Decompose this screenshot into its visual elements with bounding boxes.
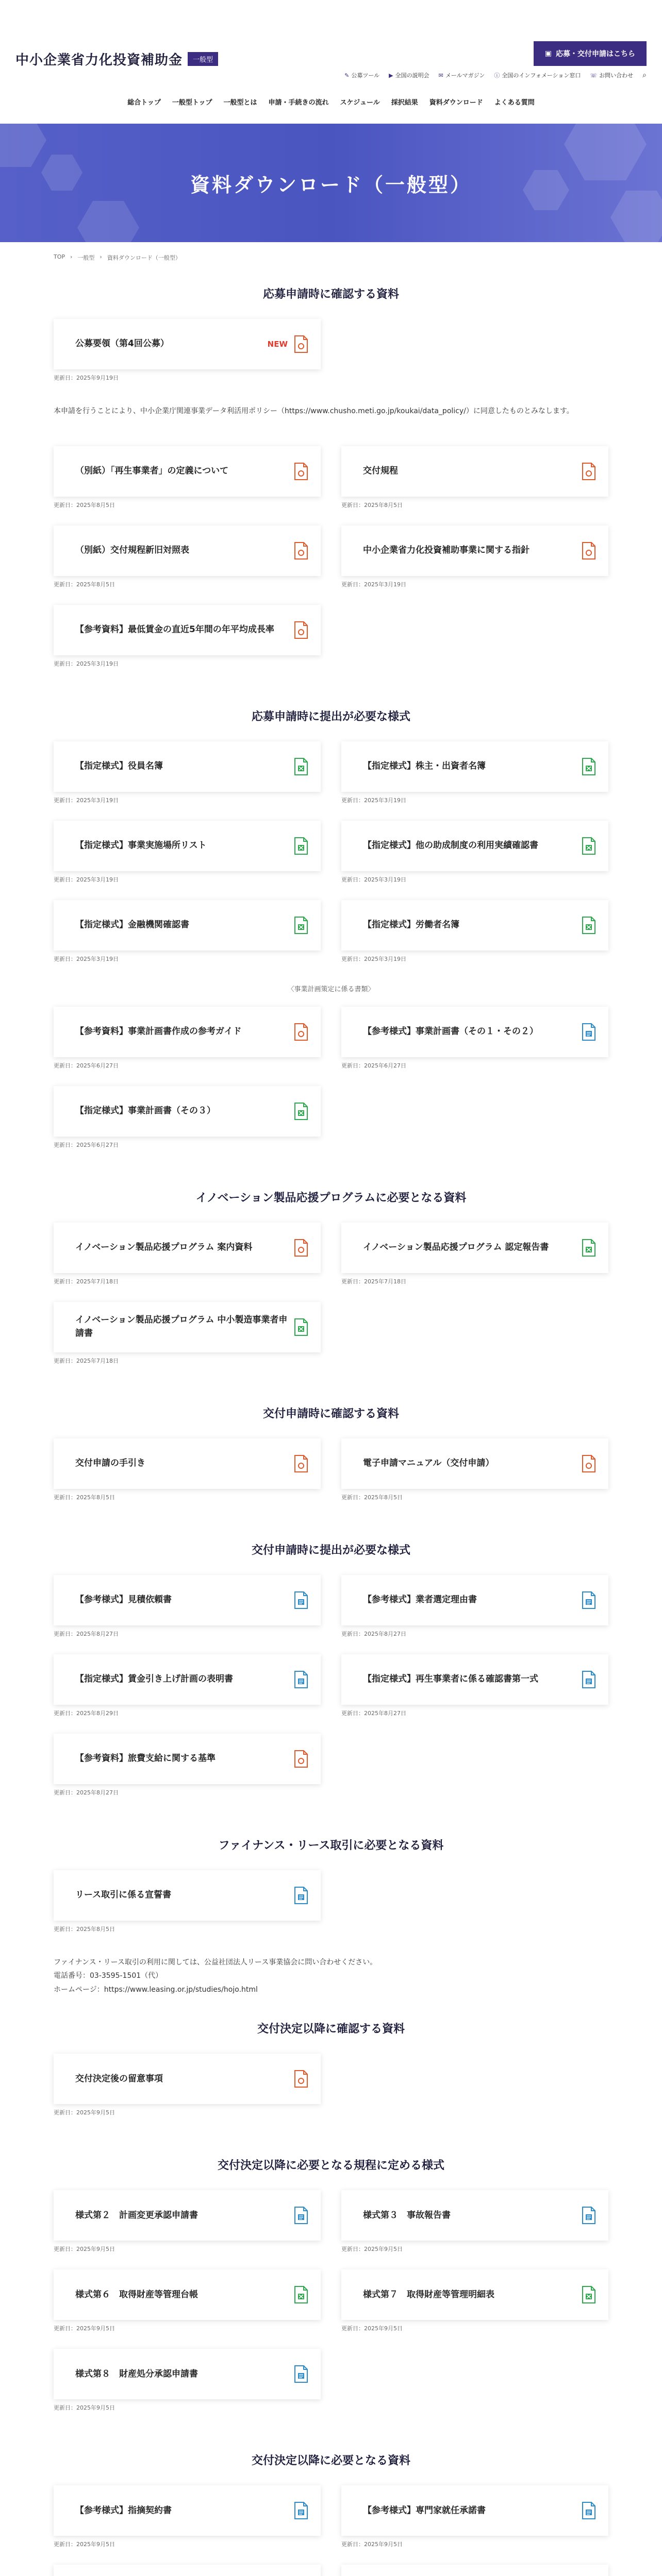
nav-item[interactable]: 総合トップ: [127, 99, 161, 107]
download-card[interactable]: [54, 1870, 321, 1921]
document-title: 様式第６ 取得財産等管理台帳: [75, 2289, 198, 2300]
download-item: [54, 1654, 321, 1717]
document-title: イノベーション製品応援プログラム 案内資料: [75, 1242, 253, 1252]
section-title: 交付決定以降に必要となる資料: [251, 2454, 410, 2468]
download-card[interactable]: [341, 741, 608, 792]
download-item: [54, 1870, 321, 1933]
document-title: 交付決定後の留意事項: [75, 2073, 163, 2084]
download-card[interactable]: [54, 1654, 321, 1705]
page-hero: [0, 124, 662, 242]
section-title: 応募申請時に提出が必要な様式: [251, 710, 410, 723]
search-icon[interactable]: ⌕: [642, 71, 647, 79]
download-grid: [54, 2054, 608, 2133]
utility-area: [344, 41, 647, 79]
breadcrumb-separator-icon: ›: [70, 253, 73, 260]
updated-date: 更新日：2025年8月29日: [54, 1709, 119, 1717]
apply-button-label: 応募・交付申請はこちら: [556, 50, 635, 58]
section-title: 交付決定以降に確認する資料: [257, 2023, 405, 2036]
document-title: 【指定様式】労働者名簿: [363, 919, 459, 930]
doc-file-icon: [582, 1023, 596, 1041]
info-icon: ⓘ: [494, 72, 500, 79]
section-title: 交付決定以降に必要となる規程に定める様式: [217, 2159, 444, 2173]
document-title: 【参考様式】事業計画書（その１・その２）: [363, 1026, 538, 1037]
nav-item[interactable]: 資料ダウンロード: [429, 99, 483, 107]
nav-item[interactable]: よくある質問: [494, 99, 535, 107]
document-title: 【参考資料】最低賃金の直近5年間の年平均成長率: [75, 624, 274, 635]
download-card[interactable]: [54, 741, 321, 792]
download-item: [54, 741, 321, 804]
download-card[interactable]: [54, 821, 321, 871]
download-card[interactable]: [54, 1086, 321, 1137]
download-item: [341, 2565, 608, 2576]
xls-file-icon: [582, 917, 596, 934]
download-item: [54, 1086, 321, 1149]
xls-file-icon: [294, 1103, 308, 1120]
document-title: （別紙）交付規程新旧対照表: [75, 545, 189, 555]
xls-file-icon: [582, 1239, 596, 1257]
download-card[interactable]: [54, 605, 321, 655]
download-item: [54, 2054, 321, 2116]
pdf-file-icon: [294, 2070, 308, 2088]
download-item: [341, 1438, 608, 1501]
pdf-file-icon: [294, 463, 308, 480]
updated-date: 更新日：2025年3月19日: [54, 660, 119, 667]
util-link-label: 全国の説明会: [395, 72, 429, 79]
doc-file-icon: [582, 2207, 596, 2224]
section-title: 交付申請時に確認する資料: [262, 1407, 399, 1420]
document-title: 様式第８ 財産処分承認申請書: [75, 2368, 198, 2379]
updated-date: 更新日：2025年9月5日: [341, 2541, 403, 2548]
download-item: [54, 1734, 321, 1797]
updated-date: 更新日：2025年9月5日: [341, 2246, 403, 2253]
download-card[interactable]: [54, 900, 321, 951]
updated-date: 更新日：2025年3月19日: [54, 796, 119, 804]
breadcrumb-item[interactable]: 一般型: [77, 255, 95, 261]
download-item: [341, 1575, 608, 1638]
util-link-contact[interactable]: [590, 71, 633, 79]
download-item: [54, 319, 321, 382]
subsection-label: 〈事業計画策定に係る書類〉: [287, 985, 375, 993]
pdf-file-icon: [294, 1750, 308, 1768]
document-title: 様式第３ 事故報告書: [363, 2210, 451, 2221]
document-title: 【参考資料】旅費支給に関する基準: [75, 1753, 216, 1764]
logo-text: 中小企業省力化投資補助金: [15, 53, 183, 68]
download-item: [341, 1007, 608, 1070]
doc-file-icon: [294, 2365, 308, 2383]
updated-date: 更新日：2025年3月19日: [341, 876, 406, 883]
download-item: [54, 1302, 321, 1365]
download-item: [54, 1575, 321, 1638]
download-card[interactable]: [54, 2269, 321, 2320]
hex-decoration: [0, 124, 46, 167]
download-item: [54, 605, 321, 668]
updated-date: 更新日：2025年3月19日: [341, 955, 406, 962]
doc-file-icon: [582, 1671, 596, 1688]
document-title: 【参考様式】指摘契約書: [75, 2505, 172, 2516]
util-link-label: 公募ツール: [351, 72, 380, 79]
updated-date: 更新日：2025年7月18日: [54, 1278, 119, 1285]
nav-item[interactable]: 一般型トップ: [172, 99, 212, 107]
page-title: 資料ダウンロード（一般型）: [190, 173, 472, 196]
download-grid: [54, 1223, 608, 1381]
download-card[interactable]: [341, 526, 608, 576]
download-item: [341, 900, 608, 963]
xls-file-icon: [582, 2286, 596, 2303]
pdf-file-icon: [294, 1023, 308, 1041]
pdf-file-icon: [582, 1455, 596, 1472]
updated-date: 更新日：2025年7月18日: [341, 1278, 406, 1285]
download-card[interactable]: [54, 2485, 321, 2536]
nav-item[interactable]: 一般型とは: [223, 99, 257, 107]
document-title: 【指定様式】役員名簿: [75, 760, 163, 771]
document-title: 様式第７ 取得財産等管理明細表: [363, 2289, 494, 2300]
document-title: 【指定様式】株主・出資者名簿: [363, 760, 486, 771]
document-title: イノベーション製品応援プログラム 中小製造事業者申請書: [75, 1315, 288, 1338]
util-link-label: 全国のインフォメーション窓口: [502, 72, 581, 79]
download-grid: [54, 1870, 608, 1950]
nav-item[interactable]: 申請・手続きの流れ: [268, 99, 329, 107]
download-item: [54, 1438, 321, 1501]
util-link-label: お問い合わせ: [599, 72, 634, 79]
download-card[interactable]: [54, 1223, 321, 1273]
updated-date: 更新日：2025年3月19日: [54, 876, 119, 883]
xls-file-icon: [294, 1318, 308, 1336]
hex-decoration: [77, 201, 139, 242]
download-card[interactable]: [341, 1223, 608, 1273]
section-title: ファイナンス・リース取引に必要となる資料: [218, 1839, 444, 1852]
updated-date: 更新日：2025年9月5日: [341, 2325, 403, 2332]
download-item: [54, 2349, 321, 2412]
download-card[interactable]: [341, 2565, 608, 2576]
updated-date: 更新日：2025年9月5日: [54, 2325, 115, 2332]
apply-button[interactable]: [534, 41, 647, 66]
updated-date: 更新日：2025年8月27日: [341, 1709, 406, 1717]
download-item: [341, 2485, 608, 2548]
updated-date: 更新日：2025年8月5日: [54, 501, 115, 509]
section-note: ファイナンス・リース取引の利用に関しては、公益社団法人リース事業協会に問い合わせください。 電話番号：03-3595-1501（代） ホームページ：https://www.leasing.or.jp/studies/hojo.html: [54, 1958, 377, 1994]
util-link-label: メールマガジン: [445, 72, 485, 79]
download-card[interactable]: [341, 2485, 608, 2536]
download-content: [54, 285, 608, 2576]
updated-date: 更新日：2025年9月19日: [54, 375, 119, 381]
download-card[interactable]: [54, 1438, 321, 1489]
document-title: 【指定様式】金融機関確認書: [75, 919, 189, 930]
new-badge: NEW: [267, 340, 288, 349]
xls-file-icon: [582, 758, 596, 775]
updated-date: 更新日：2025年8月27日: [54, 1789, 119, 1796]
document-title: 【指定様式】再生事業者に係る確認書第一式: [363, 1673, 538, 1684]
updated-date: 更新日：2025年8月5日: [54, 581, 115, 588]
download-item: [341, 2269, 608, 2332]
section-title: イノベーション製品応援プログラムに必要となる資料: [195, 1191, 467, 1205]
site-logo[interactable]: [15, 49, 218, 69]
util-link-mailmag[interactable]: [439, 71, 485, 79]
download-item: [54, 1007, 321, 1070]
logo-badge: 一般型: [188, 52, 218, 66]
download-item: [54, 900, 321, 963]
updated-date: 更新日：2025年3月19日: [54, 955, 119, 962]
download-card[interactable]: [341, 900, 608, 951]
updated-date: 更新日：2025年9月5日: [54, 2541, 115, 2548]
download-card[interactable]: [54, 2349, 321, 2399]
download-card[interactable]: [54, 1734, 321, 1784]
document-title: 【参考様式】業者選定理由書: [363, 1594, 477, 1605]
doc-file-icon: [582, 2502, 596, 2519]
xls-file-icon: [294, 2286, 308, 2303]
document-title: 【指定様式】他の助成制度の利用実績確認書: [363, 840, 538, 851]
document-title: イノベーション製品応援プログラム 認定報告書: [363, 1242, 549, 1252]
updated-date: 更新日：2025年8月27日: [54, 1630, 119, 1637]
download-card[interactable]: [54, 1007, 321, 1057]
document-title: 【参考様式】専門家就任承諾書: [363, 2505, 486, 2516]
download-item: [54, 526, 321, 588]
download-grid: [54, 2190, 608, 2428]
download-item: [341, 741, 608, 804]
download-item: [341, 2190, 608, 2253]
document-title: 【参考様式】見積依頼書: [75, 1594, 172, 1605]
download-item: [54, 821, 321, 884]
pdf-file-icon: [294, 1455, 308, 1472]
download-card[interactable]: [54, 2054, 321, 2104]
updated-date: 更新日：2025年9月5日: [54, 2246, 115, 2253]
xls-file-icon: [294, 917, 308, 934]
section-title: 交付申請時に提出が必要な様式: [251, 1544, 410, 1557]
document-title: 中小企業省力化投資補助事業に関する指針: [363, 545, 529, 555]
download-grid: [54, 1007, 608, 1165]
download-item: [341, 1654, 608, 1717]
document-title: 電子申請マニュアル（交付申請）: [363, 1458, 494, 1468]
document-title: 様式第２ 計画変更承認申請書: [75, 2210, 198, 2221]
updated-date: 更新日：2025年3月19日: [341, 581, 406, 588]
section-note: 本申請を行うことにより、中小企業庁関連事業データ利活用ポリシー（https://www.chusho.meti.go.jp/koukai/data_policy/）に同意したものとみなします。: [54, 407, 574, 415]
doc-file-icon: [294, 2207, 308, 2224]
download-card[interactable]: [341, 1654, 608, 1705]
updated-date: 更新日：2025年8月5日: [54, 1494, 115, 1501]
pdf-file-icon: [294, 335, 308, 353]
download-item: [341, 1223, 608, 1285]
doc-file-icon: [582, 1591, 596, 1609]
document-title: 【参考資料】事業計画書作成の参考ガイド: [75, 1026, 242, 1037]
updated-date: 更新日：2025年8月5日: [54, 1925, 115, 1933]
doc-file-icon: [294, 1671, 308, 1688]
download-card[interactable]: [341, 1438, 608, 1489]
wrench-icon: ✎: [344, 72, 350, 79]
nav-item[interactable]: 採択結果: [391, 99, 418, 107]
utility-links: [344, 71, 647, 79]
download-item: [54, 446, 321, 509]
breadcrumb-separator-icon: ›: [100, 253, 102, 260]
download-card[interactable]: [341, 2269, 608, 2320]
download-grid: [54, 446, 608, 684]
download-item: [341, 526, 608, 588]
pdf-file-icon: [294, 1239, 308, 1257]
document-title: 交付申請の手引き: [75, 1458, 145, 1468]
download-card[interactable]: [54, 446, 321, 497]
hex-decoration: [41, 155, 82, 191]
document-title: 【指定様式】賃金引き上げ計画の表明書: [75, 1673, 233, 1684]
download-card[interactable]: [54, 1302, 321, 1352]
download-item: [341, 446, 608, 509]
megaphone-icon: ▶: [389, 72, 393, 79]
updated-date: 更新日：2025年9月5日: [54, 2109, 115, 2116]
pdf-file-icon: [294, 542, 308, 560]
document-title: 【指定様式】事業計画書（その３）: [75, 1105, 216, 1116]
nav-item[interactable]: スケジュール: [340, 99, 380, 107]
download-item: [54, 2269, 321, 2332]
download-card[interactable]: [54, 1575, 321, 1625]
hex-decoration: [564, 124, 647, 180]
download-card[interactable]: [54, 2190, 321, 2241]
download-item: [54, 2190, 321, 2253]
download-card[interactable]: [341, 821, 608, 871]
building-icon: ▣: [544, 49, 552, 58]
download-grid: [54, 1575, 608, 1813]
download-grid: [54, 2485, 608, 2576]
download-grid: [54, 1438, 608, 1518]
document-title: 公募要領（第4回公募）: [75, 338, 169, 349]
document-title: リース取引に係る宣誓書: [75, 1889, 172, 1900]
updated-date: 更新日：2025年3月19日: [341, 796, 406, 804]
breadcrumb-item[interactable]: TOP: [54, 253, 65, 260]
breadcrumb-current: 資料ダウンロード（一般型）: [107, 255, 181, 261]
download-item: [54, 2565, 321, 2576]
updated-date: 更新日：2025年8月27日: [341, 1630, 406, 1637]
updated-date: 更新日：2025年6月27日: [341, 1062, 406, 1069]
updated-date: 更新日：2025年7月18日: [54, 1357, 119, 1364]
hex-decoration: [610, 191, 662, 242]
updated-date: 更新日：2025年9月5日: [54, 2404, 115, 2412]
document-title: 【指定様式】事業実施場所リスト: [75, 840, 207, 851]
util-link-tools[interactable]: [344, 71, 379, 79]
doc-file-icon: [294, 1591, 308, 1609]
doc-file-icon: [294, 1887, 308, 1904]
pdf-file-icon: [582, 542, 596, 560]
download-grid: [54, 741, 608, 979]
download-grid: [54, 319, 608, 398]
updated-date: 更新日：2025年6月27日: [54, 1141, 119, 1148]
download-card[interactable]: [341, 1007, 608, 1057]
download-card[interactable]: [54, 319, 321, 369]
section-title: 応募申請時に確認する資料: [262, 288, 399, 301]
util-link-info[interactable]: [494, 71, 581, 79]
download-item: [54, 1223, 321, 1285]
global-nav: [0, 97, 662, 107]
util-link-seminars[interactable]: [389, 71, 429, 79]
phone-icon: ☏: [590, 72, 598, 79]
download-card[interactable]: [341, 1575, 608, 1625]
download-card[interactable]: [54, 2565, 321, 2576]
xls-file-icon: [294, 837, 308, 855]
document-title: 交付規程: [363, 465, 398, 476]
download-item: [54, 2485, 321, 2548]
download-card[interactable]: [341, 446, 608, 497]
site-header: [0, 0, 662, 107]
updated-date: 更新日：2025年8月5日: [341, 501, 403, 509]
doc-file-icon: [294, 2502, 308, 2519]
download-card[interactable]: [54, 526, 321, 576]
document-title: （別紙）「再生事業者」の定義について: [75, 465, 229, 476]
download-item: [341, 821, 608, 884]
download-card[interactable]: [341, 2190, 608, 2241]
hex-decoration: [523, 170, 569, 210]
mail-icon: ✉: [438, 72, 443, 79]
updated-date: 更新日：2025年6月27日: [54, 1062, 119, 1069]
xls-file-icon: [582, 837, 596, 855]
xls-file-icon: [294, 758, 308, 775]
updated-date: 更新日：2025年8月5日: [341, 1494, 403, 1501]
pdf-file-icon: [294, 621, 308, 639]
breadcrumb: [0, 242, 662, 262]
pdf-file-icon: [582, 463, 596, 480]
